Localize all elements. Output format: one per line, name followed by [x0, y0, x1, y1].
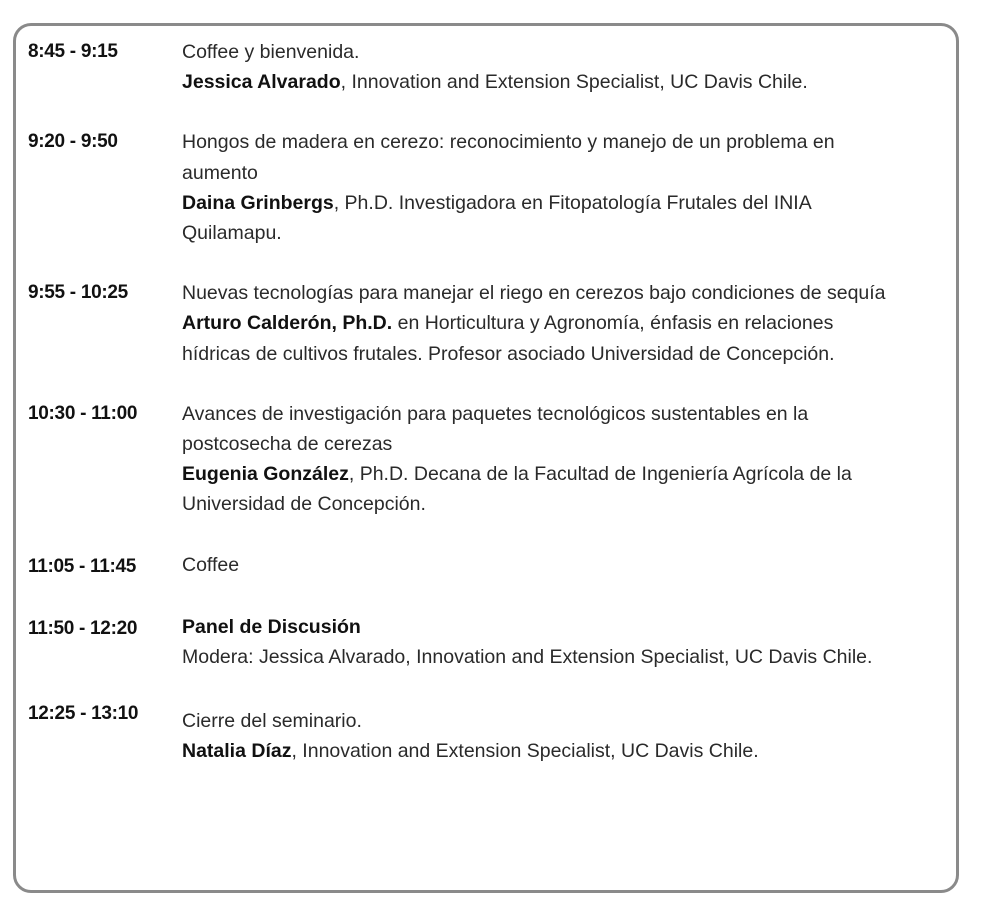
agenda-time: 10:30 - 11:00	[28, 402, 138, 424]
speaker-details: , Innovation and Extension Specialist, UC Davis Chile.	[340, 71, 808, 94]
speaker-name: Eugenia González	[182, 463, 349, 486]
agenda-item	[28, 127, 928, 248]
agenda-title: Coffee	[182, 553, 240, 576]
agenda-item	[28, 399, 928, 520]
agenda-time: 9:55 - 10:25	[28, 282, 128, 304]
agenda-content	[182, 612, 897, 672]
agenda-description: Modera: Jessica Alvarado, Innovation and Extension Specialist, UC Davis Chile.	[182, 645, 873, 668]
agenda-content	[182, 702, 897, 766]
speaker-details: en Horticultura y Agronomía, énfasis en relaciones hídricas de cultivos frutales. Profesor asociado Universidad de Concepción.	[182, 312, 835, 365]
agenda-content	[182, 127, 897, 248]
speaker-details: , Ph.D. Decana de la Facultad de Ingeniería Agrícola de la Universidad de Concepción.	[182, 463, 852, 516]
agenda-content	[182, 550, 897, 580]
agenda-item	[28, 278, 928, 369]
speaker-details: , Innovation and Extension Specialist, UC Davis Chile.	[291, 740, 759, 763]
agenda-speaker	[182, 67, 897, 97]
agenda-list	[28, 37, 928, 766]
speaker-details: , Ph.D. Investigadora en Fitopatología Frutales del INIA Quilamapu.	[182, 191, 811, 245]
agenda-content	[182, 399, 897, 520]
panel-title: Panel de Discusión	[182, 615, 361, 638]
agenda-speaker	[182, 736, 897, 766]
agenda-speaker	[182, 459, 897, 519]
agenda-time: 12:25 - 13:10	[28, 703, 139, 725]
agenda-item	[28, 550, 928, 582]
speaker-name: Jessica Alvarado	[182, 71, 341, 94]
agenda-speaker	[182, 188, 897, 248]
agenda-card	[13, 23, 959, 893]
agenda-title: Avances de investigación para paquetes tecnológicos sustentables en la postcosecha de cerezas	[182, 402, 809, 456]
agenda-time: 11:05 - 11:45	[28, 555, 137, 577]
agenda-speaker	[182, 308, 897, 368]
agenda-content	[182, 37, 897, 97]
agenda-title: Cierre del seminario.	[182, 710, 362, 733]
speaker-name: Natalia Díaz	[182, 740, 292, 763]
agenda-item	[28, 37, 928, 97]
agenda-content	[182, 278, 897, 369]
agenda-title: Hongos de madera en cerezo: reconocimiento y manejo de un problema en aumento	[182, 131, 835, 184]
agenda-title: Coffee y bienvenida.	[182, 41, 360, 63]
agenda-title: Nuevas tecnologías para manejar el riego en cerezos bajo condiciones de sequía	[182, 282, 886, 305]
speaker-name: Daina Grinbergs	[182, 191, 334, 214]
agenda-time: 11:50 - 12:20	[28, 617, 138, 639]
agenda-item	[28, 612, 928, 672]
agenda-item	[28, 702, 928, 766]
speaker-name: Arturo Calderón, Ph.D.	[182, 312, 393, 335]
agenda-time: 8:45 - 9:15	[28, 41, 118, 62]
agenda-time: 9:20 - 9:50	[28, 131, 118, 153]
